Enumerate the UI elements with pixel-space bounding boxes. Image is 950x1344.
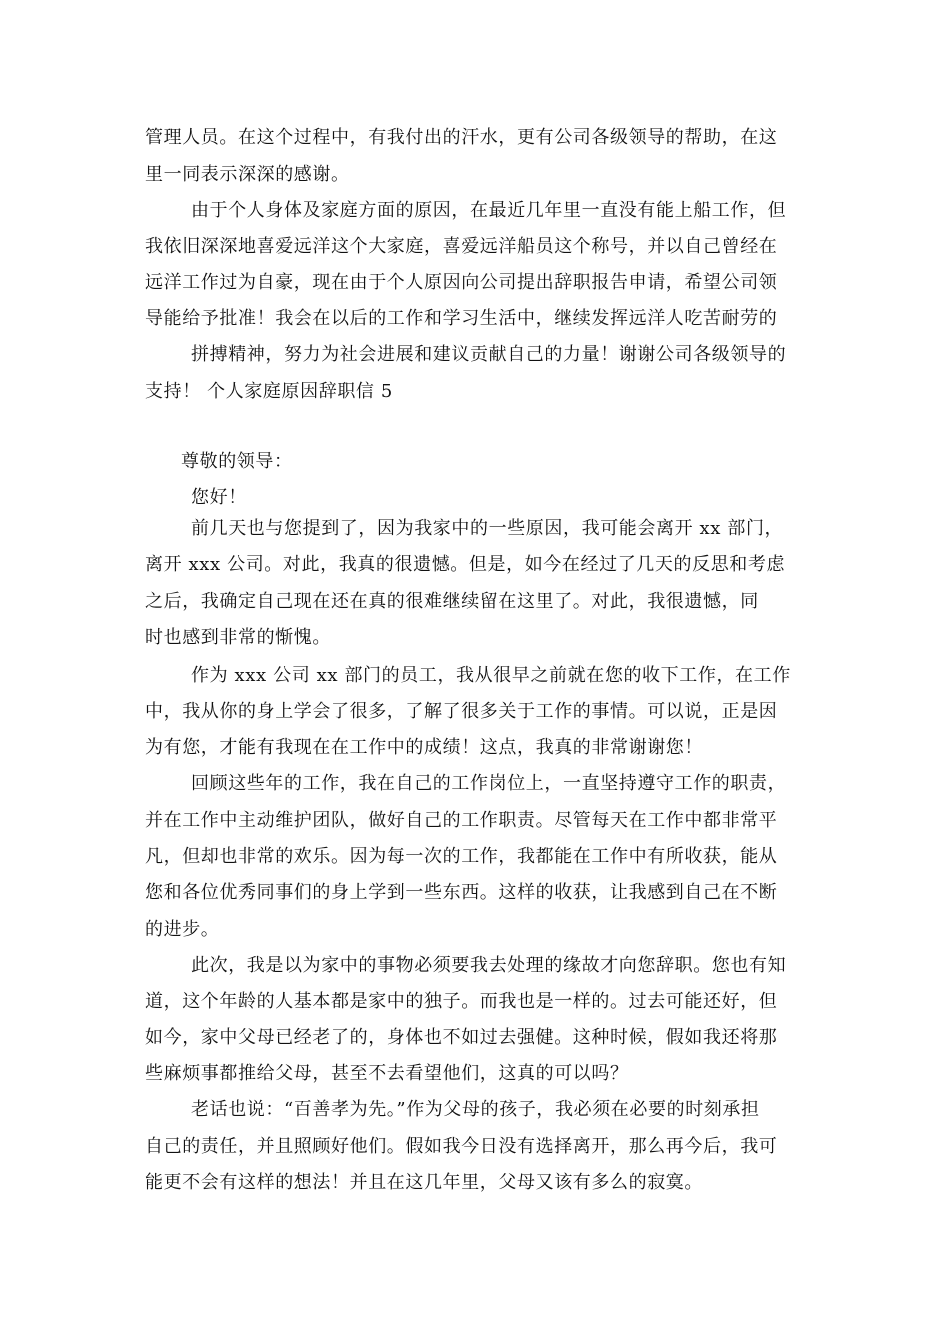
text-line: 之后，我确定自己现在还在真的很难继续留在这里了。对此，我很遗憾，同 <box>145 591 759 612</box>
text-line: 前几天也与您提到了，因为我家中的一些原因，我可能会离开 xx 部门， <box>191 518 784 539</box>
text-line: 管理人员。在这个过程中，有我付出的汗水，更有公司各级领导的帮助，在这 <box>145 127 778 148</box>
text-line: 作为 xxx 公司 xx 部门的员工，我从很早之前就在您的收下工作，在工作 <box>191 665 791 686</box>
text-line-with-heading: 支持！ 个人家庭原因辞职信 5 <box>145 381 393 402</box>
text-line: 自己的责任，并且照顾好他们。假如我今日没有选择离开，那么再今后，我可 <box>145 1136 778 1157</box>
text-line: 里一同表示深深的感谢。 <box>145 164 350 185</box>
text-line: 我依旧深深地喜爱远洋这个大家庭，喜爱远洋船员这个称号，并以自己曾经在 <box>145 236 778 257</box>
text-line: 些麻烦事都推给父母，甚至不去看望他们，这真的可以吗？ <box>145 1063 629 1084</box>
text-line: 远洋工作过为自豪，现在由于个人原因向公司提出辞职报告申请，希望公司领 <box>145 272 778 293</box>
text-line: 时也感到非常的惭愧。 <box>145 627 331 648</box>
text-line: 能更不会有这样的想法！并且在这几年里，父母又该有多么的寂寞。 <box>145 1172 703 1193</box>
text-line: 此次，我是以为家中的事物必须要我去处理的缘故才向您辞职。您也有知 <box>191 955 787 976</box>
text-line: 离开 xxx 公司。对此，我真的很遗憾。但是，如今在经过了几天的反思和考虑 <box>145 554 786 575</box>
text-line: 拼搏精神，努力为社会进展和建议贡献自己的力量！谢谢公司各级领导的 <box>191 344 787 365</box>
text-line: 凡，但却也非常的欢乐。因为每一次的工作，我都能在工作中有所收获，能从 <box>145 846 778 867</box>
text-line: 您和各位优秀同事们的身上学到一些东西。这样的收获，让我感到自己在不断 <box>145 882 778 903</box>
text-line: 回顾这些年的工作，我在自己的工作岗位上，一直坚持遵守工作的职责， <box>191 773 787 794</box>
greeting: 您好！ <box>191 487 247 508</box>
salutation: 尊敬的领导： <box>181 451 293 472</box>
text-line: 如今，家中父母已经老了的，身体也不如过去强健。这种时候，假如我还将那 <box>145 1027 778 1048</box>
text-line: 导能给予批准！我会在以后的工作和学习生活中，继续发挥远洋人吃苦耐劳的 <box>145 308 778 329</box>
text-line: 为有您，才能有我现在在工作中的成绩！这点，我真的非常谢谢您！ <box>145 737 703 758</box>
text-line: 道，这个年龄的人基本都是家中的独子。而我也是一样的。过去可能还好，但 <box>145 991 778 1012</box>
text-line: 老话也说：“百善孝为先。”作为父母的孩子，我必须在必要的时刻承担 <box>191 1099 760 1120</box>
text-line: 由于个人身体及家庭方面的原因，在最近几年里一直没有能上船工作，但 <box>191 200 787 221</box>
text-line: 中，我从你的身上学会了很多，了解了很多关于工作的事情。可以说，正是因 <box>145 701 778 722</box>
text-line: 的进步。 <box>145 919 220 940</box>
text-line: 并在工作中主动维护团队，做好自己的工作职责。尽管每天在工作中都非常平 <box>145 810 778 831</box>
